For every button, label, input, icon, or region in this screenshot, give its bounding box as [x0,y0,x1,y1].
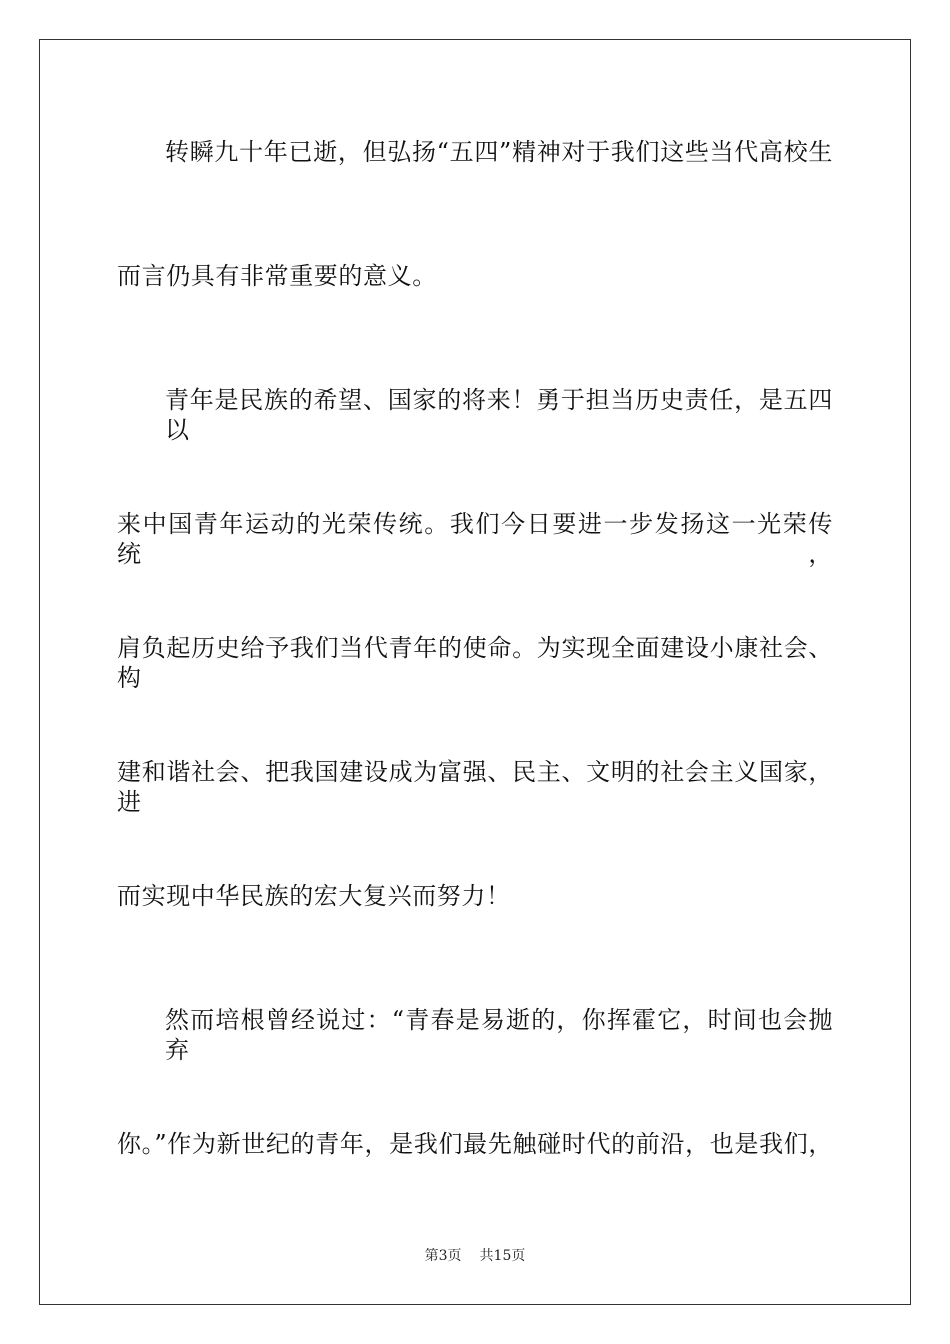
current-page-number: 第3页 [424,1248,462,1264]
paragraph-3-line-1: 然而培根曾经说过：“青春是易逝的，你挥霍它，时间也会抛弃 [165,1006,833,1064]
paragraph-2-line-1: 青年是民族的希望、国家的将来！勇于担当历史责任，是五四以 [165,386,833,444]
paragraph-2-line-5: 而实现中华民族的宏大复兴而努力！ [117,882,511,910]
paragraph-2-line-4: 建和谐社会、把我国建设成为富强、民主、文明的社会主义国家，进 [117,758,833,816]
paragraph-1-line-2: 而言仍具有非常重要的意义。 [117,262,437,290]
total-page-count: 共15页 [479,1248,526,1264]
page-footer [0,1247,950,1265]
paragraph-2-line-2: 来中国青年运动的光荣传统。我们今日要进一步发扬这一光荣传统， [117,510,833,568]
paragraph-3-line-2: 你。”作为新世纪的青年，是我们最先触碰时代的前沿，也是我们， [117,1130,833,1158]
paragraph-1-line-1: 转瞬九十年已逝，但弘扬“五四”精神对于我们这些当代高校生 [165,138,833,166]
paragraph-2-line-3: 肩负起历史给予我们当代青年的使命。为实现全面建设小康社会、构 [117,634,833,692]
